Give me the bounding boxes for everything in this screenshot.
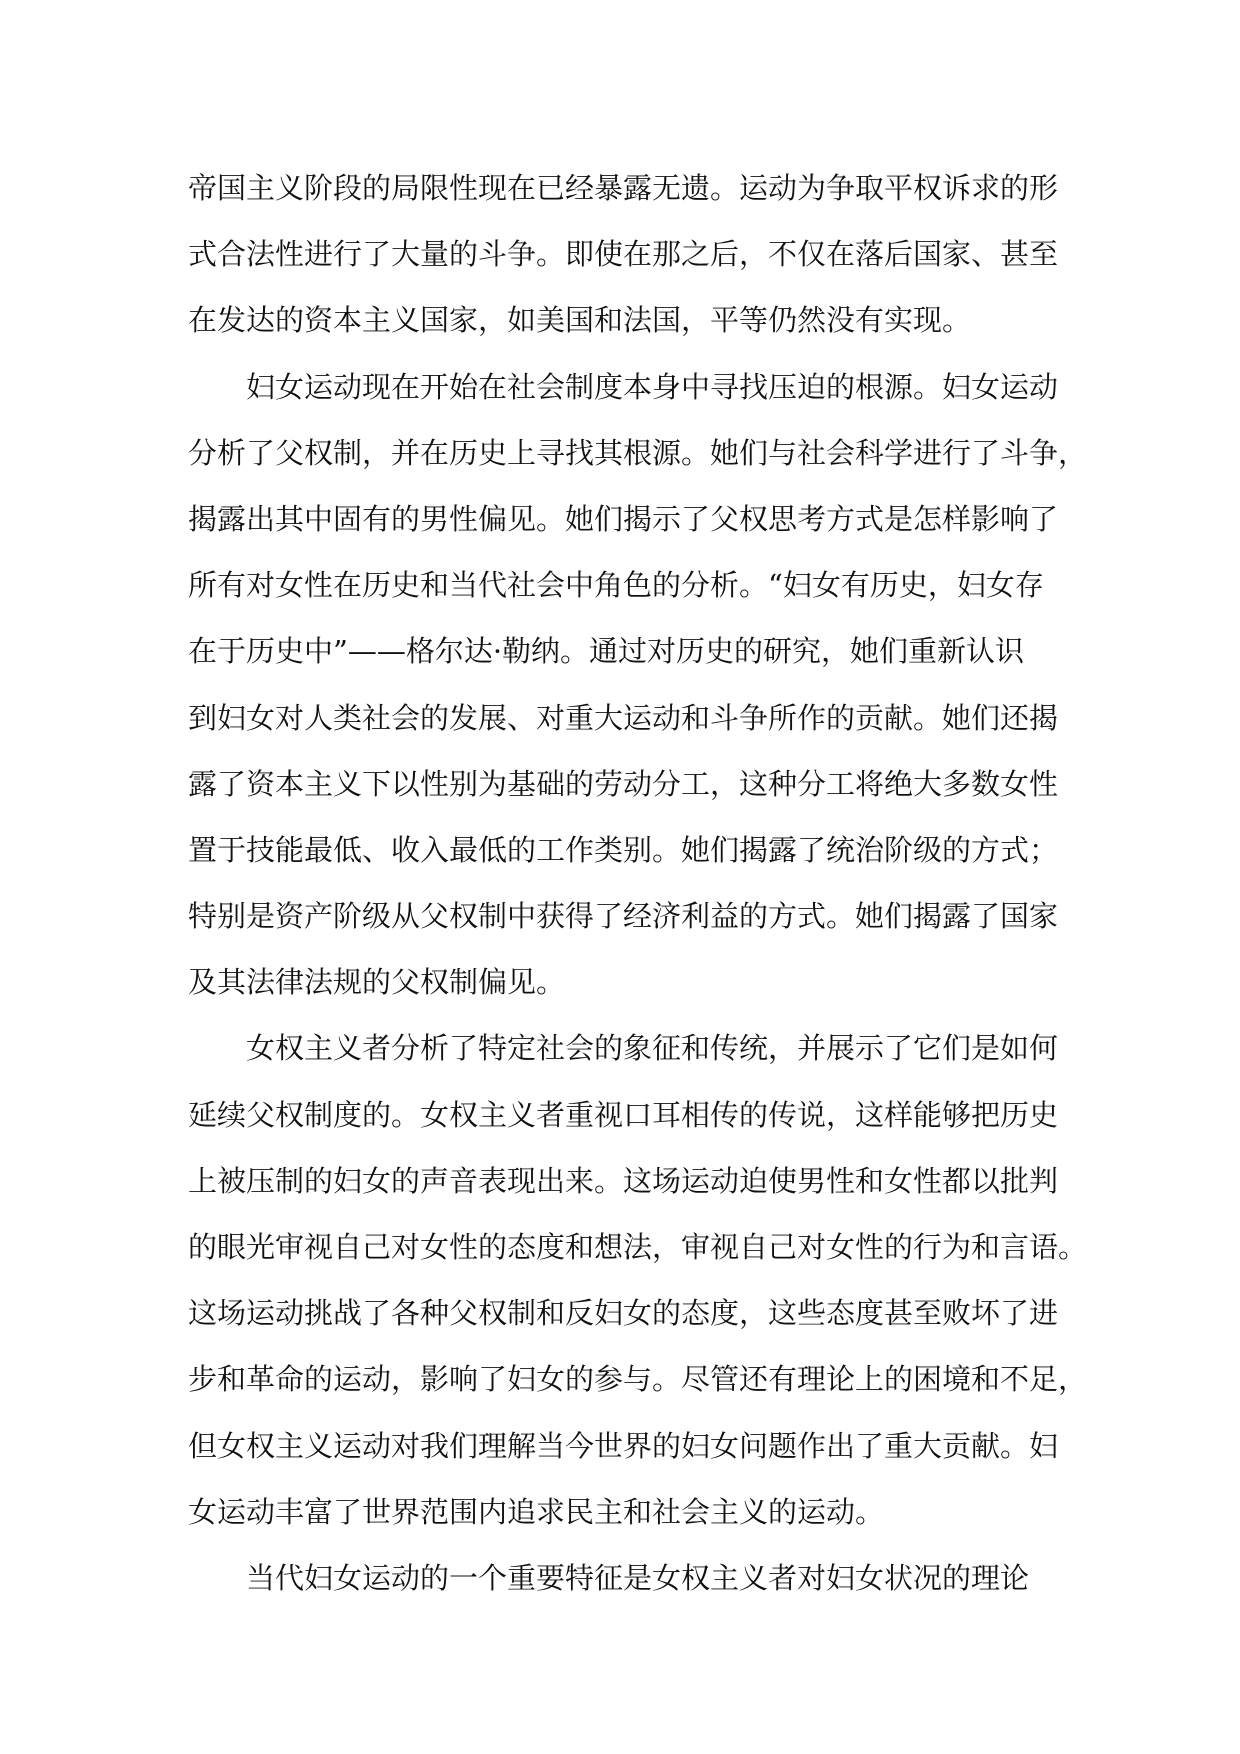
text-line: 在于历史中”——格尔达·勒纳。通过对历史的研究，她们重新认识 <box>188 634 1025 669</box>
text-line: 分析了父权制，并在历史上寻找其根源。她们与社会科学进行了斗争， <box>188 435 1088 470</box>
text-line: 上被压制的妇女的声音表现出来。这场运动迫使男性和女性都以批判 <box>188 1163 1059 1198</box>
text-line: 但女权主义运动对我们理解当今世界的妇女问题作出了重大贡献。妇 <box>188 1428 1059 1463</box>
text-line: 帝国主义阶段的局限性现在已经暴露无遗。运动为争取平权诉求的形 <box>188 171 1059 205</box>
text-line: 置于技能最低、收入最低的工作类别。她们揭露了统治阶级的方式； <box>188 832 1059 867</box>
paragraph-4 <box>188 1545 1068 1611</box>
text-line: 步和革命的运动，影响了妇女的参与。尽管还有理论上的困境和不足， <box>188 1362 1088 1397</box>
text-line: 及其法律法规的父权制偏见。 <box>188 965 566 1000</box>
text-line: 妇女运动现在开始在社会制度本身中寻找压迫的根源。妇女运动 <box>246 369 1059 404</box>
paragraph-2 <box>188 354 1088 1016</box>
text-line: 到妇女对人类社会的发展、对重大运动和斗争所作的贡献。她们还揭 <box>188 700 1059 735</box>
text-line: 延续父权制度的。女权主义者重视口耳相传的传说，这样能够把历史 <box>188 1097 1059 1132</box>
text-line: 揭露出其中固有的男性偏见。她们揭示了父权思考方式是怎样影响了 <box>188 501 1059 536</box>
text-line: 所有对女性在历史和当代社会中角色的分析。“妇女有历史，妇女存 <box>188 568 1044 603</box>
text-line: 特别是资产阶级从父权制中获得了经济利益的方式。她们揭露了国家 <box>188 899 1059 934</box>
text-line: 在发达的资本主义国家，如美国和法国，平等仍然没有实现。 <box>188 303 972 338</box>
text-line: 露了资本主义下以性别为基础的劳动分工，这种分工将绝大多数女性 <box>188 766 1059 801</box>
document-page <box>188 155 1088 1611</box>
text-line: 的眼光审视自己对女性的态度和想法，审视自己对女性的行为和言语。 <box>188 1230 1088 1264</box>
paragraph-3 <box>188 1015 1088 1545</box>
text-line: 式合法性进行了大量的斗争。即使在那之后，不仅在落后国家、甚至 <box>188 237 1059 272</box>
text-line: 女权主义者分析了特定社会的象征和传统，并展示了它们是如何 <box>246 1031 1059 1066</box>
text-line: 这场运动挑战了各种父权制和反妇女的态度，这些态度甚至败坏了进 <box>188 1296 1059 1331</box>
text-line: 当代妇女运动的一个重要特征是女权主义者对妇女状况的理论 <box>246 1560 1030 1595</box>
paragraph-1 <box>188 155 1068 354</box>
text-line: 女运动丰富了世界范围内追求民主和社会主义的运动。 <box>188 1494 885 1529</box>
